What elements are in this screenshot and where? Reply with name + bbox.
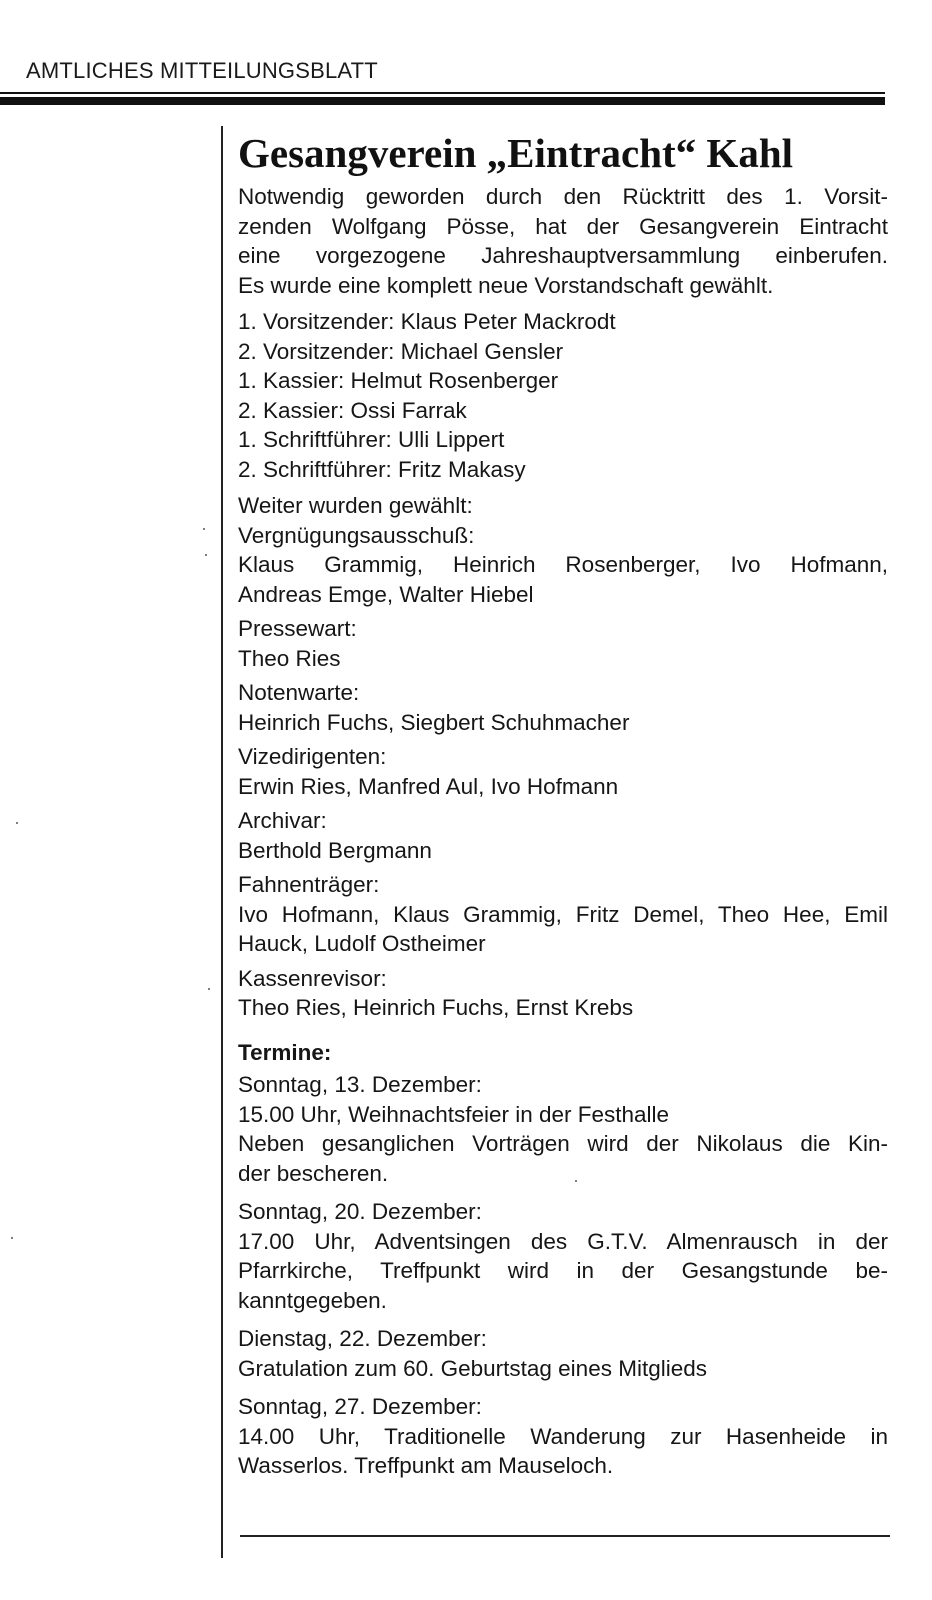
intro-paragraph — [238, 182, 888, 300]
intro-line: eine vorgezogene Jahreshauptversammlung einberufen. — [238, 243, 888, 268]
intro-line: zenden Wolfgang Pösse, hat der Gesangverein Eintracht — [238, 213, 888, 239]
scan-speck — [575, 1180, 577, 1182]
committee-names: Berthold Bergmann — [238, 837, 432, 863]
scan-speck — [208, 988, 210, 990]
committee-role: Fahnenträger: — [238, 872, 380, 897]
column-divider — [221, 126, 223, 1558]
committee-group — [238, 964, 888, 1023]
committee-group — [238, 806, 888, 865]
committee-names: Hauck, Ludolf Ostheimer — [238, 931, 486, 956]
header-rule-thick — [0, 97, 885, 105]
committee-role: Notenwarte: — [238, 680, 360, 705]
committee-group — [238, 614, 888, 673]
event-line: 15.00 Uhr, Weihnachtsfeier in der Festhalle — [238, 1101, 670, 1127]
committee-role: Archivar: — [238, 808, 327, 833]
board-member: 2. Kassier: Ossi Farrak — [238, 397, 467, 423]
event-date: Sonntag, 20. Dezember: — [238, 1199, 482, 1224]
committee-role: Vizedirigenten: — [238, 744, 387, 769]
scan-speck — [205, 554, 207, 556]
article-end-rule — [240, 1535, 890, 1537]
event-line: Neben gesanglichen Vorträgen wird der Nikolaus die Kin- — [238, 1131, 888, 1156]
board-member: 1. Vorsitzender: Klaus Peter Mackrodt — [238, 309, 616, 334]
committees-section — [238, 491, 888, 1023]
event-line: kanntgegeben. — [238, 1287, 387, 1313]
event-date: Dienstag, 22. Dezember: — [238, 1326, 487, 1351]
article — [238, 128, 888, 1490]
event-line: der bescheren. — [238, 1160, 389, 1186]
committee-names: Theo Ries — [238, 645, 341, 671]
committee-names: Andreas Emge, Walter Hiebel — [238, 581, 534, 607]
events-list — [238, 1070, 888, 1481]
board-member: 1. Schriftführer: Ulli Lippert — [238, 427, 505, 452]
board-member: 2. Vorsitzender: Michael Gensler — [238, 338, 564, 364]
article-title: Gesangverein „Eintracht“ Kahl — [238, 130, 794, 176]
event-line: 17.00 Uhr, Adventsingen des G.T.V. Almenrausch in der — [238, 1228, 888, 1254]
committee-role: Pressewart: — [238, 616, 357, 641]
event-item — [238, 1324, 888, 1383]
scan-speck — [16, 822, 18, 824]
committee-group — [238, 521, 888, 610]
termine-heading: Termine: — [238, 1039, 332, 1065]
publication-header: AMTLICHES MITTEILUNGSBLATT — [26, 58, 378, 83]
committee-names: Heinrich Fuchs, Siegbert Schuhmacher — [238, 709, 630, 735]
committee-names: Klaus Grammig, Heinrich Rosenberger, Ivo Hofmann, — [238, 552, 888, 577]
board-member: 2. Schriftführer: Fritz Makasy — [238, 456, 526, 482]
committee-role: Vergnügungsausschuß: — [238, 522, 475, 548]
board-member: 1. Kassier: Helmut Rosenberger — [238, 368, 559, 393]
event-item — [238, 1392, 888, 1481]
event-line: Pfarrkirche, Treffpunkt wird in der Gesangstunde be- — [238, 1258, 888, 1283]
further-heading: Weiter wurden gewählt: — [238, 493, 473, 518]
committee-group — [238, 870, 888, 959]
header-rule-thin — [0, 92, 885, 94]
committee-names: Ivo Hofmann, Klaus Grammig, Fritz Demel, Theo Hee, Emil — [238, 901, 888, 927]
event-date: Sonntag, 13. Dezember: — [238, 1072, 482, 1097]
committee-group — [238, 742, 888, 801]
scan-speck — [11, 1237, 13, 1239]
intro-line: Es wurde eine komplett neue Vorstandschaft gewählt. — [238, 272, 774, 298]
board-list — [238, 307, 888, 484]
committee-role: Kassenrevisor: — [238, 965, 387, 991]
intro-line: Notwendig geworden durch den Rücktritt des 1. Vorsit- — [238, 184, 888, 209]
committee-names: Theo Ries, Heinrich Fuchs, Ernst Krebs — [238, 995, 634, 1020]
event-line: Wasserlos. Treffpunkt am Mauseloch. — [238, 1453, 614, 1478]
committee-names: Erwin Ries, Manfred Aul, Ivo Hofmann — [238, 773, 619, 799]
scan-speck — [203, 528, 205, 530]
event-line: Gratulation zum 60. Geburtstag eines Mitglieds — [238, 1355, 707, 1381]
event-item — [238, 1197, 888, 1315]
event-date: Sonntag, 27. Dezember: — [238, 1394, 482, 1419]
event-item — [238, 1070, 888, 1188]
event-line: 14.00 Uhr, Traditionelle Wanderung zur Hasenheide in — [238, 1423, 888, 1449]
committee-group — [238, 678, 888, 737]
